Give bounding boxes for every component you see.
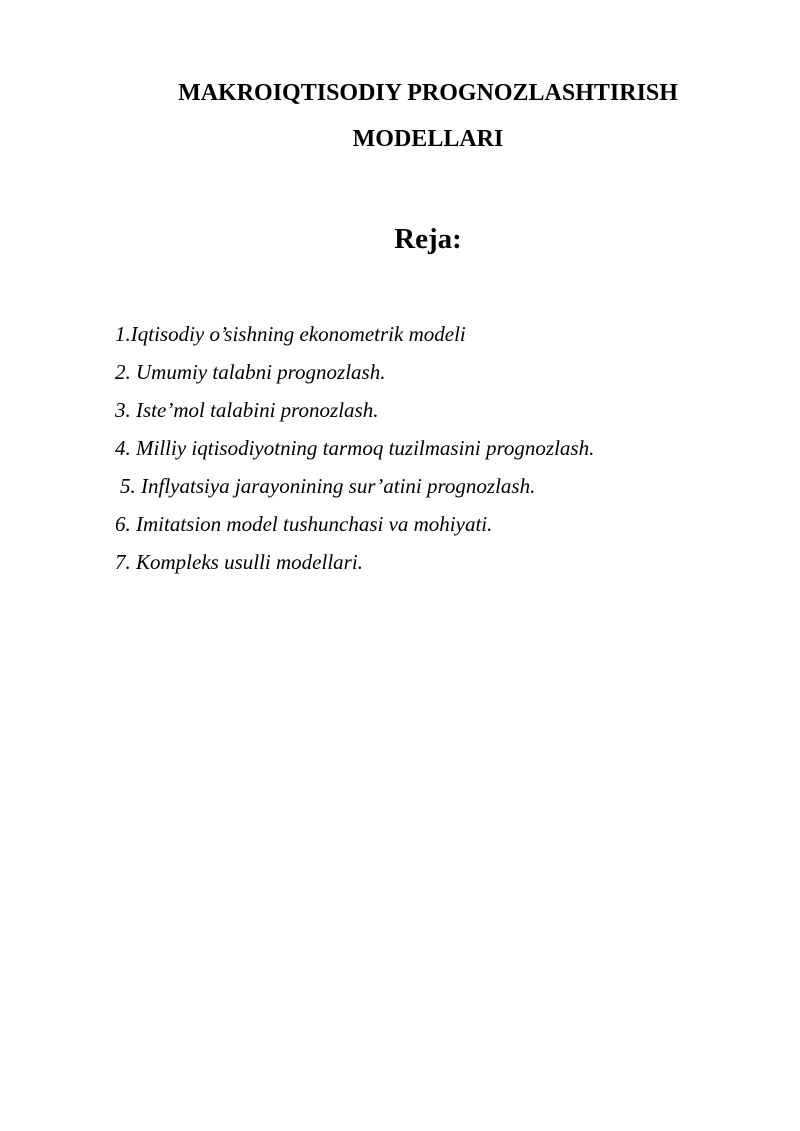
plan-item-6: 6. Imitatsion model tushunchasi va mohiyati. bbox=[115, 512, 493, 536]
plan-item-2: 2. Umumiy talabni prognozlash. bbox=[115, 360, 386, 384]
document-title-line-1: MAKROIQTISODIY PROGNOZLASHTIRISH bbox=[178, 80, 678, 106]
plan-item-7: 7. Kompleks usulli modellari. bbox=[115, 550, 363, 574]
plan-list bbox=[115, 320, 594, 586]
plan-item-4: 4. Milliy iqtisodiyotning tarmoq tuzilmasini prognozlash. bbox=[115, 436, 595, 460]
plan-heading: Reja: bbox=[394, 223, 462, 255]
plan-item-5: 5. Inflyatsiya jarayonining sur’atini prognozlash. bbox=[120, 474, 536, 498]
plan-item-3: 3. Iste’mol talabini pronozlash. bbox=[115, 398, 379, 422]
plan-item-1: 1.Iqtisodiy o’sishning ekonometrik modeli bbox=[115, 322, 466, 346]
document-title-line-2: MODELLARI bbox=[352, 126, 504, 152]
